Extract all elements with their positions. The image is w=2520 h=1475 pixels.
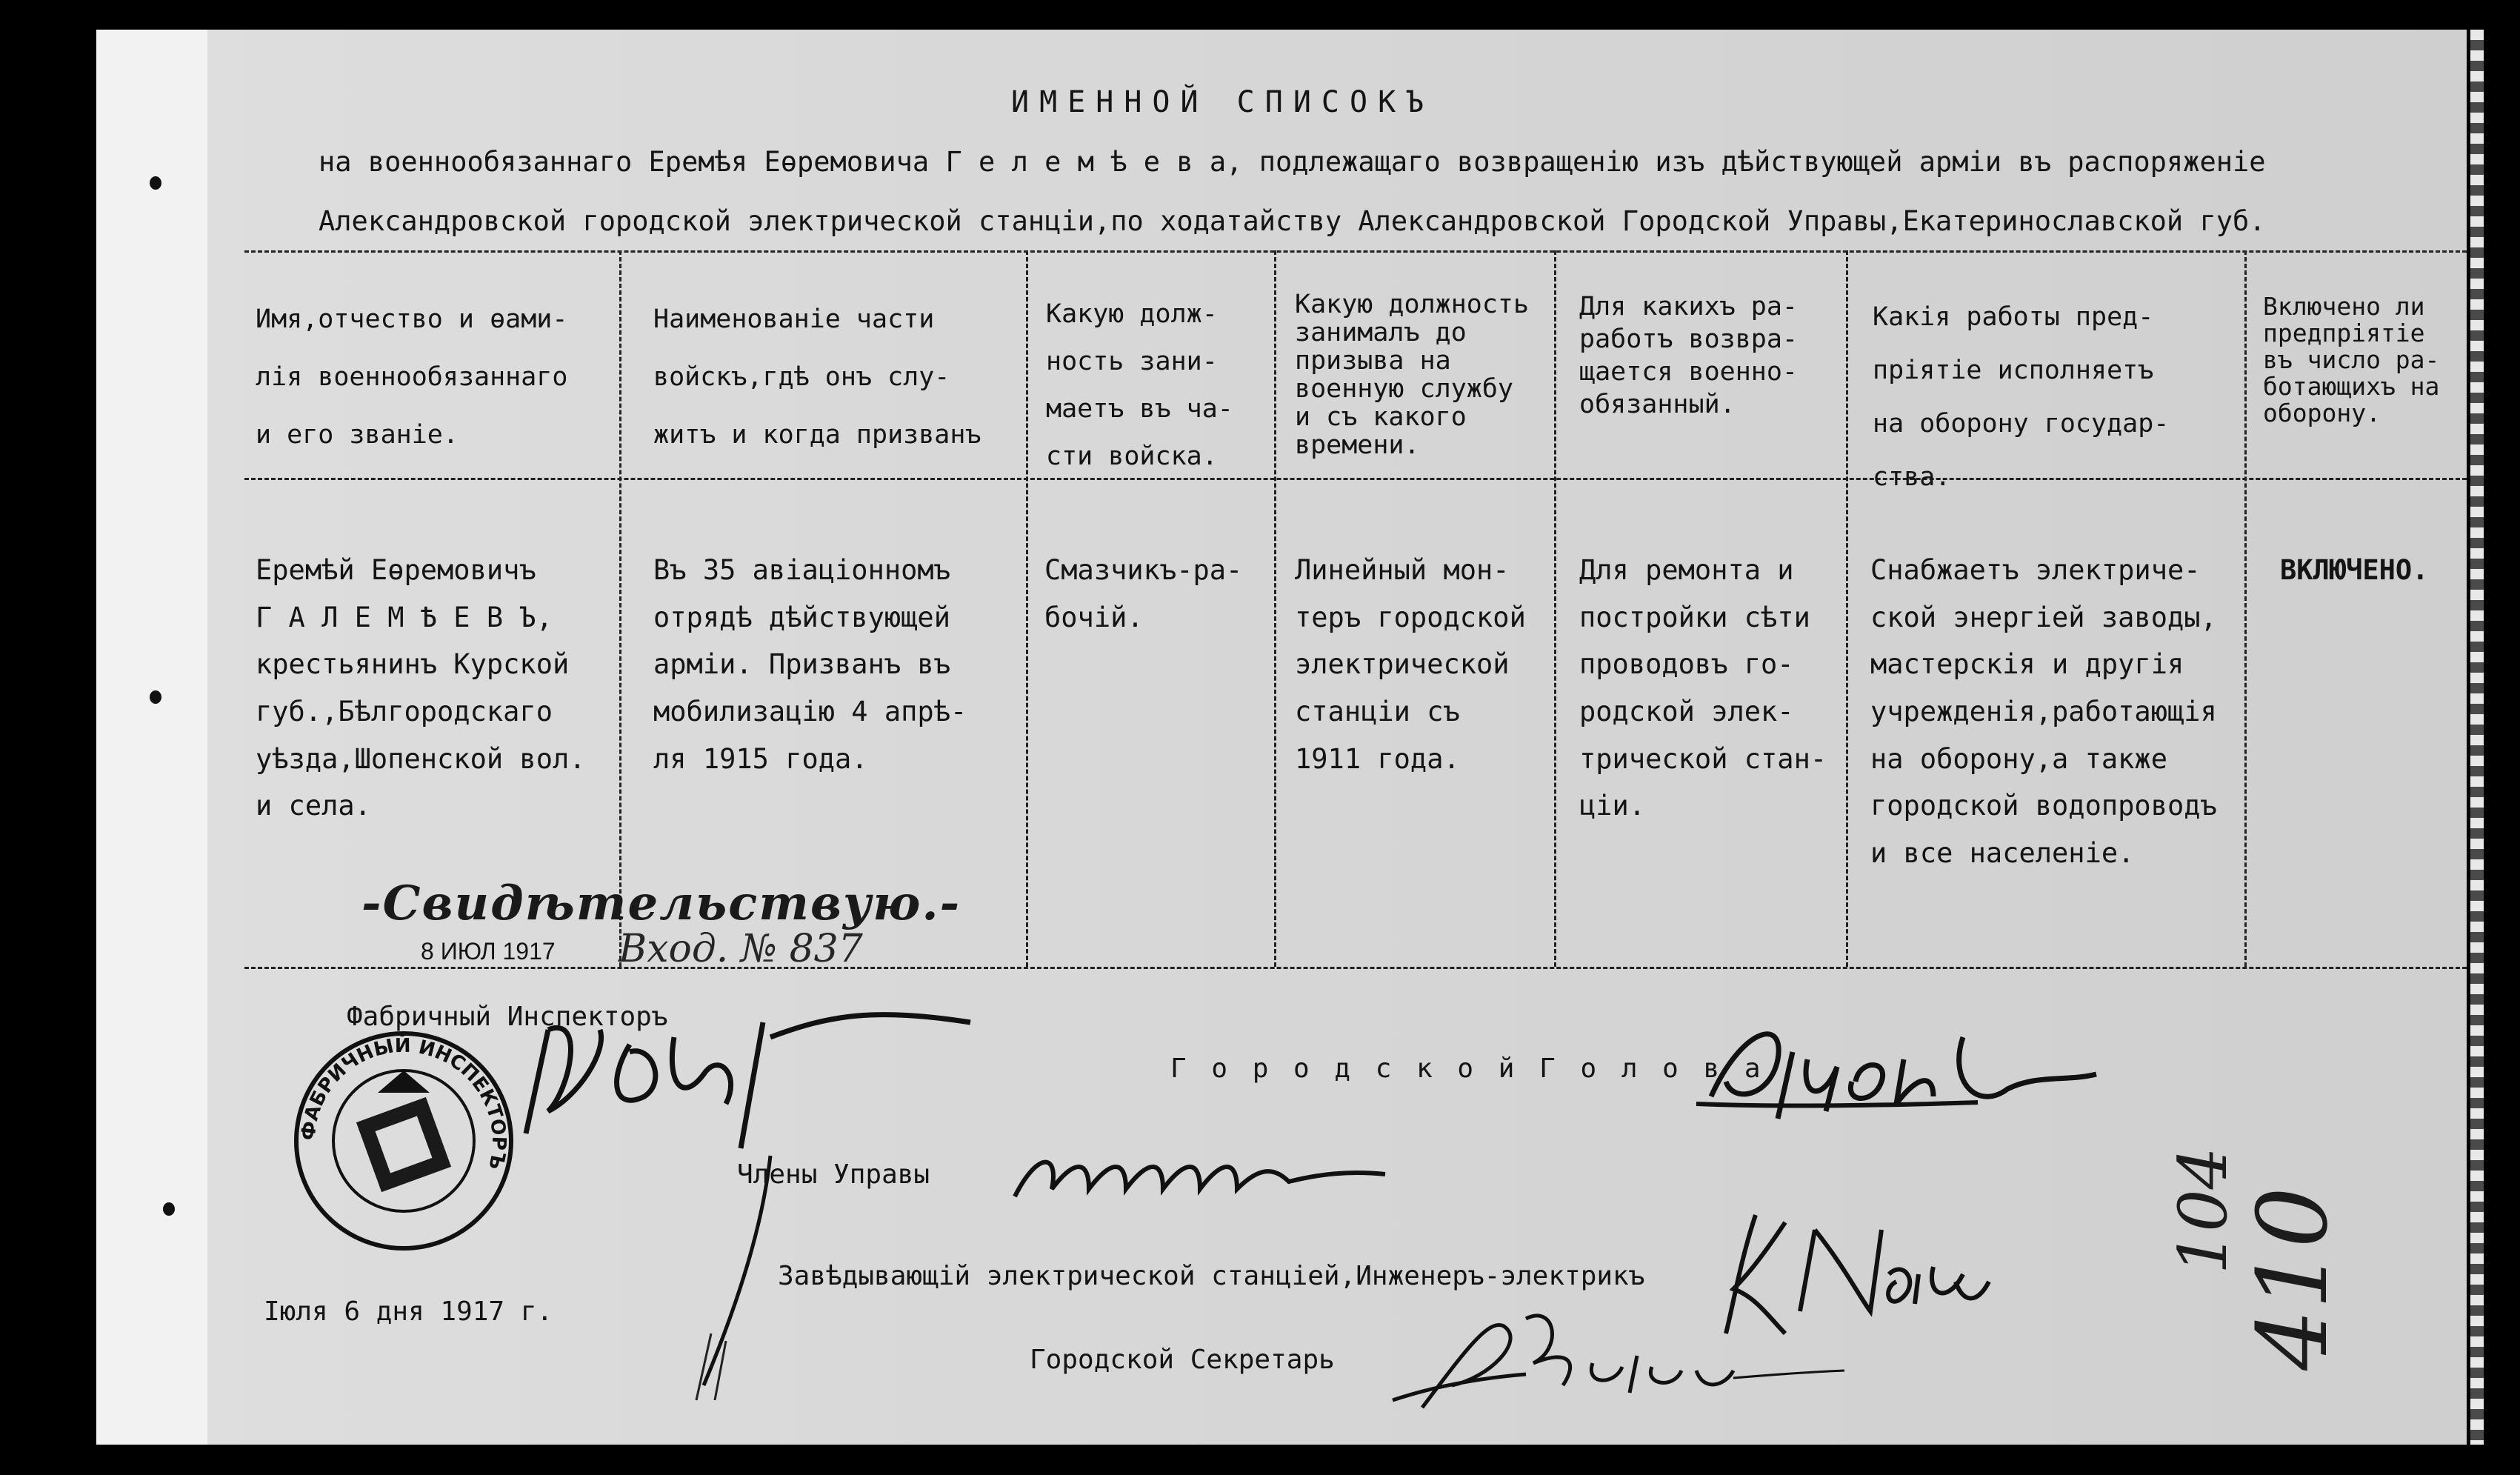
factory-inspector-seal: [289, 1026, 519, 1256]
cell-prior-position: Линейный мон- теръ городской электрической станціи съ 1911 года.: [1295, 554, 1526, 775]
header-included: Включено ли предпріятіе въ число ра- ботающихъ на оборону.: [2263, 292, 2440, 427]
factory-inspector-label: Фабричный Инспекторъ: [347, 1002, 668, 1032]
punch-hole: [150, 690, 161, 704]
table-rule-bottom: [244, 967, 2467, 969]
cell-position: Смазчикъ-ра- бочій.: [1044, 554, 1243, 633]
city-secretary-label: Городской Секретарь: [1030, 1345, 1335, 1375]
table-column-divider: [1274, 250, 1276, 967]
header-unit: Наименованіе части войскъ,гдѣ онъ слу- житъ и когда призванъ: [653, 304, 981, 450]
city-head-signature: [1696, 1015, 2111, 1126]
table-column-divider: [1026, 250, 1028, 967]
document-date: Іюля 6 дня 1917 г.: [264, 1296, 553, 1327]
paper-margin: [96, 30, 207, 1445]
header-enterprise-work: Какія работы пред- пріятіе исполняетъ на оборону государ- ства.: [1873, 302, 2170, 492]
date-stamp: 8 ИЮЛ 1917: [421, 938, 556, 965]
cell-name: Еремѣй Еѳремовичъ Г А Л Е М Ѣ Е В Ъ, крестьянинъ Курской губ.,Бѣлгородскаго уѣзда,Шопенской вол. и села.: [256, 554, 586, 822]
punch-hole: [163, 1202, 175, 1216]
cell-included: ВКЛЮЧЕНО.: [2280, 554, 2429, 586]
city-secretary-signature: [1378, 1304, 1852, 1415]
table-column-divider: [2244, 250, 2247, 967]
archive-number-alt: 104: [2164, 1147, 2242, 1274]
table-column-divider: [1846, 250, 1848, 967]
incoming-number: Вход. № 837: [619, 927, 863, 971]
table-column-divider: [619, 250, 621, 967]
document-title: ИМЕННОЙ СПИСОКЪ: [1011, 85, 1435, 119]
punch-hole: [150, 176, 161, 190]
header-return-reason: Для какихъ ра- работъ возвра- щается военно- обязанный.: [1579, 292, 1799, 419]
header-name: Имя,отчество и ѳами- лія военнообязаннаго и его званіе.: [256, 304, 568, 450]
header-prior-position: Какую должность занималъ до призыва на военную службу и съ какого времени.: [1295, 290, 1530, 460]
film-margin-left: [0, 0, 96, 1475]
cell-unit: Въ 35 авіаціонномъ отрядѣ дѣйствующей арміи. Призванъ въ мобилизацію 4 апрѣ- ля 1915 года.: [653, 554, 967, 775]
table-rule-top: [244, 250, 2467, 253]
document-subtitle-line1: на военнообязаннаго Еремѣя Еѳремовича Г е л е м ѣ е в а, подлежащаго возвращенію изъ дѣйствующей арміи въ распоряженіе: [319, 146, 2266, 178]
cell-return-reason: Для ремонта и постройки сѣти проводовъ го- родской элек- трической стан- ціи.: [1579, 554, 1827, 822]
seal-text: ФАБРИЧНЫЙ ИНСПЕКТОРЪ: [297, 1034, 510, 1172]
factory-inspector-signature: [519, 985, 993, 1400]
header-position: Какую долж- ность зани- маетъ въ ча- сти войска.: [1046, 299, 1233, 471]
cell-enterprise-work: Снабжаетъ электриче- ской энергіей заводы, мастерскія и другія учрежденія,работающія на оборону,а также городской водопроводъ и все населеніе.: [1870, 554, 2217, 869]
archive-number: 410: [2236, 1186, 2349, 1371]
board-members-label: Члены Управы: [737, 1159, 930, 1190]
certify-stamp: -Свидѣтельствую.-: [361, 876, 961, 931]
board-members-signature: [1007, 1145, 1393, 1204]
city-head-label: Г о р о д с к о й Г о л о в а: [1170, 1053, 1765, 1084]
station-manager-label: Завѣдывающій электрической станціей,Инженеръ-электрикъ: [778, 1261, 1645, 1291]
table-column-divider: [1554, 250, 1556, 967]
document-subtitle-line2: Александровской городской электрической станціи,по ходатайству Александровской Городской Управы,Екатеринославской губ.: [319, 205, 2266, 237]
paper-edge-right: [2470, 30, 2484, 1445]
